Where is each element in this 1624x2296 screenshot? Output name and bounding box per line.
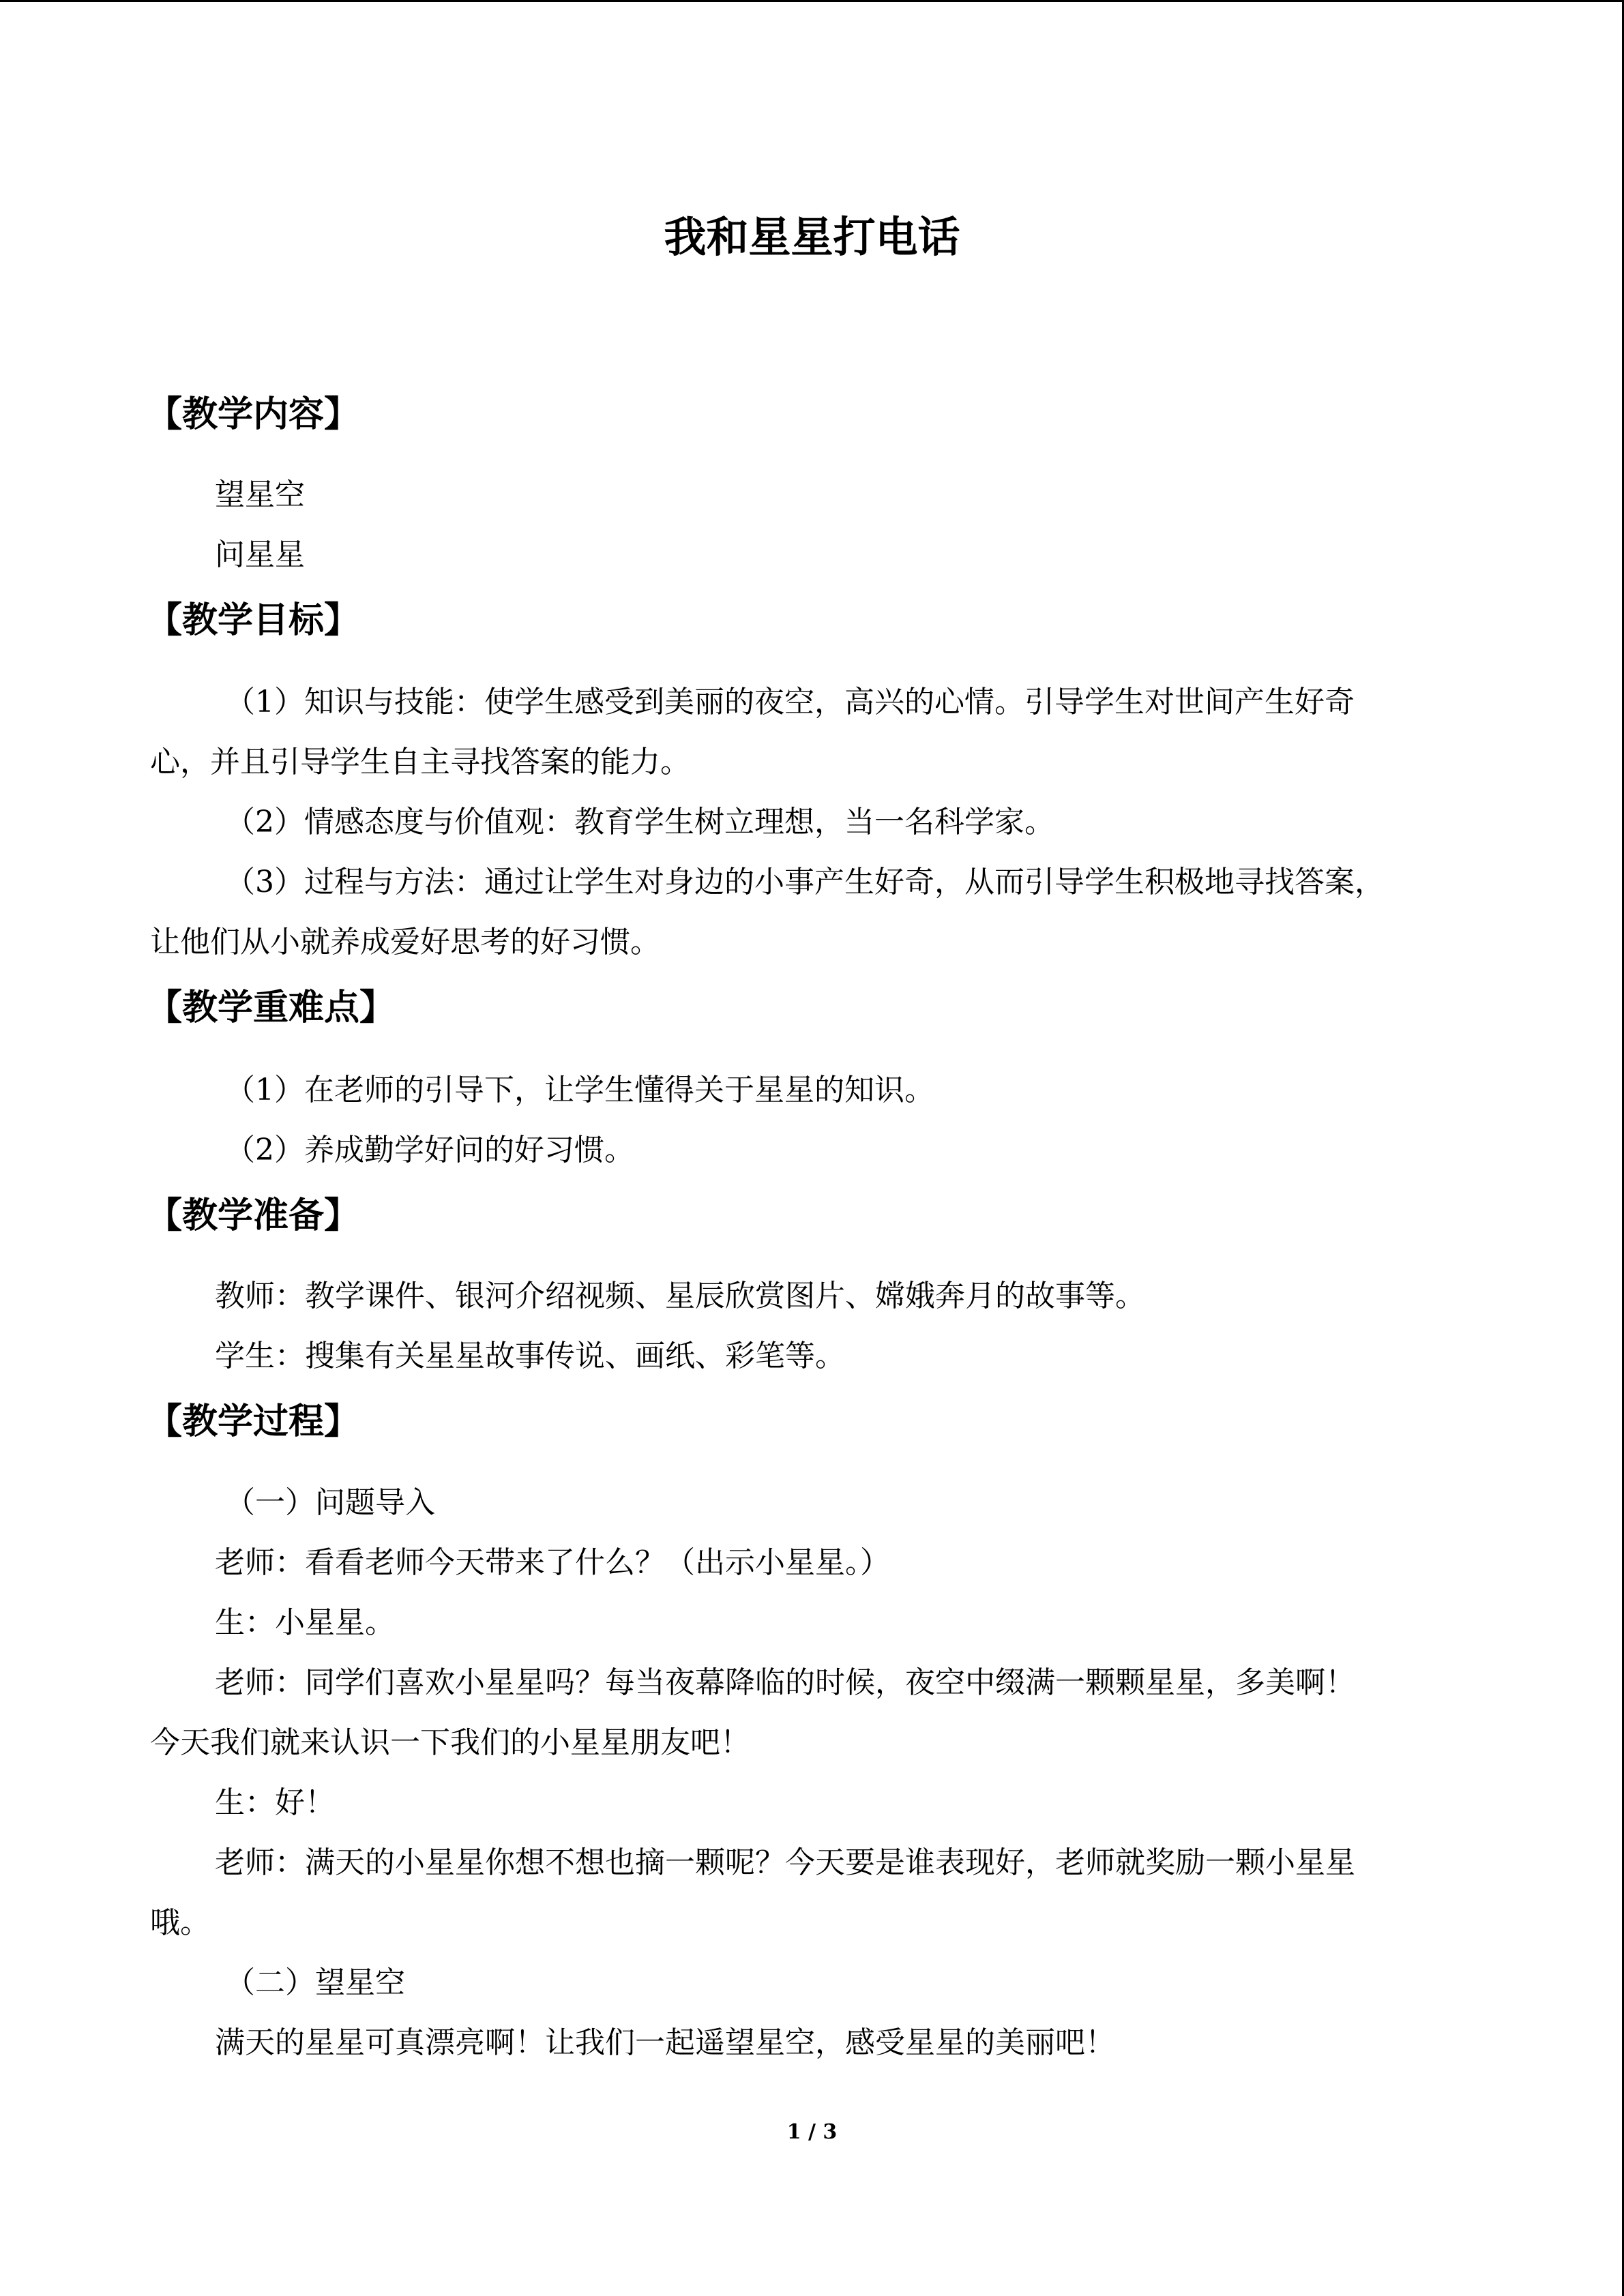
process-teacher-3-line-1: 老师：满天的小星星你想不想也摘一颗呢？今天要是谁表现好，老师就奖励一颗小星星 (215, 1845, 1355, 1880)
process-teacher-2-line-2: 今天我们就来认识一下我们的小星星朋友吧！ (150, 1725, 750, 1760)
goal-1-line-2: 心，并且引导学生自主寻找答案的能力。 (150, 745, 690, 779)
process-step-2: （二）望星空 (225, 1965, 405, 2000)
preparation-teacher: 教师：教学课件、银河介绍视频、星辰欣赏图片、嫦娥奔月的故事等。 (215, 1279, 1145, 1313)
process-teacher-1: 老师：看看老师今天带来了什么？（出示小星星。） (215, 1545, 890, 1580)
page-number: 1 / 3 (786, 2120, 838, 2144)
keypoint-2: （2）养成勤学好问的好习惯。 (225, 1133, 634, 1167)
section-heading-content: 【教学内容】 (147, 393, 360, 435)
content-item-2: 问星星 (215, 537, 305, 572)
goal-1-line-1: （1）知识与技能：使学生感受到美丽的夜空，高兴的心情。引导学生对世间产生好奇 (225, 685, 1355, 719)
goal-3-line-1: （3）过程与方法：通过让学生对身边的小事产生好奇，从而引导学生积极地寻找答案， (225, 865, 1385, 899)
goal-2: （2）情感态度与价值观：教育学生树立理想，当一名科学家。 (225, 805, 1054, 839)
process-paragraph-last: 满天的星星可真漂亮啊！让我们一起遥望星空，感受星星的美丽吧！ (215, 2025, 1115, 2060)
content-item-1: 望星空 (215, 477, 305, 512)
section-heading-goals: 【教学目标】 (147, 599, 360, 641)
process-teacher-3-line-2: 哦。 (150, 1905, 210, 1940)
section-heading-keypoints: 【教学重难点】 (147, 987, 396, 1028)
process-teacher-2-line-1: 老师：同学们喜欢小星星吗？每当夜幕降临的时候，夜空中缀满一颗颗星星，多美啊！ (215, 1665, 1355, 1700)
goal-3-line-2: 让他们从小就养成爱好思考的好习惯。 (150, 925, 660, 959)
preparation-student: 学生：搜集有关星星故事传说、画纸、彩笔等。 (215, 1339, 845, 1373)
section-heading-process: 【教学过程】 (147, 1401, 360, 1442)
keypoint-1: （1）在老师的引导下，让学生懂得关于星星的知识。 (225, 1073, 934, 1107)
process-student-1: 生：小星星。 (215, 1605, 395, 1640)
document-title: 我和星星打电话 (664, 212, 960, 262)
section-heading-preparation: 【教学准备】 (147, 1195, 360, 1236)
process-step-1: （一）问题导入 (225, 1485, 435, 1520)
process-student-2: 生：好！ (215, 1785, 335, 1820)
